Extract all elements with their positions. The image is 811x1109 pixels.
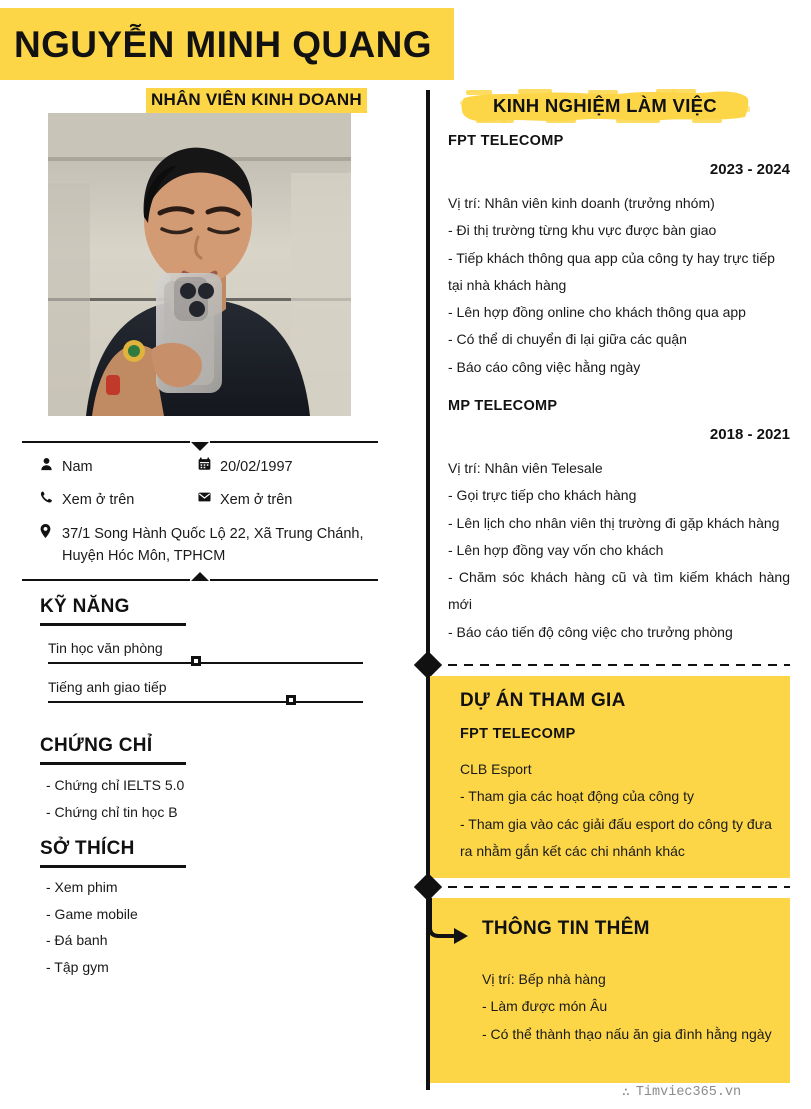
skill-item	[48, 679, 368, 703]
contact-row	[40, 489, 390, 511]
skill-label: Tiếng anh giao tiếp	[48, 679, 167, 695]
dashed-separator	[448, 886, 790, 888]
job-years: 2018 - 2021	[709, 426, 790, 443]
projects-line: CLB Esport	[460, 761, 532, 777]
extra-info-line: - Có thể thành thạo nấu ăn gia đình hằng ngày	[482, 1025, 772, 1042]
list-item: - Đá banh	[46, 932, 108, 949]
list-item: - Xem phim	[46, 879, 118, 895]
job-company: MP TELECOMP	[448, 398, 558, 414]
person-icon	[40, 456, 62, 471]
skill-slider[interactable]	[48, 701, 363, 703]
job-line: - Lên lịch cho nhân viên thị trường đi gặp khách hàng	[448, 514, 780, 531]
contact-phone[interactable]	[40, 489, 198, 511]
contact-email-value: Xem ở trên	[220, 492, 293, 509]
heading-rule	[40, 623, 186, 626]
envelope-icon	[198, 489, 220, 504]
job-line: - Tiếp khách thông qua app của công ty hay trực tiếp tại nhà khách hàng	[448, 249, 775, 293]
job-description	[448, 190, 790, 381]
section-heading-certificates	[40, 735, 190, 765]
contact-gender-value: Nam	[62, 459, 93, 475]
projects-panel	[430, 676, 790, 878]
phone-icon	[40, 489, 62, 504]
extra-info-heading: THÔNG TIN THÊM	[482, 918, 650, 939]
dashed-separator	[448, 664, 790, 666]
divider-triangle-down-icon	[191, 442, 209, 451]
list-item: - Game mobile	[46, 905, 138, 922]
extra-info-inner	[482, 918, 782, 1048]
projects-inner	[460, 690, 772, 865]
contact-email[interactable]	[198, 489, 356, 511]
extra-info-line: Vị trí: Bếp nhà hàng	[482, 971, 606, 987]
hobbies-heading: SỞ THÍCH	[40, 838, 135, 859]
footer-watermark	[622, 1085, 741, 1100]
calendar-icon	[198, 456, 220, 471]
job-line: Vị trí: Nhân viên Telesale	[448, 460, 603, 476]
heading-rule	[40, 865, 186, 868]
extra-info-description	[482, 966, 782, 1048]
contact-birthday	[198, 456, 356, 478]
projects-heading: DỰ ÁN THAM GIA	[460, 690, 626, 711]
projects-line: - Tham gia các hoạt động của công ty	[460, 788, 694, 805]
skills-list	[48, 640, 368, 718]
contact-row	[40, 523, 390, 568]
timeline-diamond-marker	[414, 651, 442, 679]
contact-row	[40, 456, 390, 478]
list-item: - Chứng chỉ IELTS 5.0	[46, 777, 185, 793]
contact-address	[40, 523, 370, 568]
job-years: 2023 - 2024	[709, 161, 790, 178]
hobbies-list	[46, 874, 376, 980]
skill-slider-knob[interactable]	[191, 656, 201, 666]
job-line: Vị trí: Nhân viên kinh doanh (trưởng nhóm)	[448, 195, 715, 211]
divider-bottom	[22, 574, 378, 586]
extra-info-panel	[430, 898, 790, 1083]
projects-company: FPT TELECOMP	[460, 726, 576, 742]
footer-site-name: Timviec365.vn	[635, 1085, 742, 1100]
certificates-heading: CHỨNG CHỈ	[40, 735, 153, 756]
job-line: - Chăm sóc khách hàng cũ và tìm kiếm khách hàng mới	[448, 569, 790, 613]
list-item: - Chứng chỉ tin học B	[46, 803, 178, 820]
skill-label: Tin học văn phòng	[48, 640, 163, 656]
contact-block	[40, 456, 390, 579]
skill-slider[interactable]	[48, 662, 363, 664]
contact-gender	[40, 456, 198, 478]
elbow-arrow-icon	[426, 898, 472, 946]
experience-entry	[448, 398, 790, 646]
section-heading-skills	[40, 596, 190, 626]
extra-info-line: - Làm được món Âu	[482, 998, 608, 1015]
contact-birthday-value: 20/02/1997	[220, 459, 293, 475]
list-item: - Tập gym	[46, 958, 109, 975]
location-pin-icon	[40, 523, 62, 538]
skills-heading: KỸ NĂNG	[40, 596, 130, 617]
job-line: - Lên hợp đồng online cho khách thông qua app	[448, 304, 746, 321]
job-title: NHÂN VIÊN KINH DOANH	[146, 88, 367, 113]
projects-line: - Tham gia vào các giải đấu esport do công ty đưa ra nhằm gắn kết các chi nhánh khác	[460, 815, 772, 859]
certificates-list	[46, 772, 376, 825]
divider-triangle-up-icon	[191, 572, 209, 581]
job-line: - Đi thị trường từng khu vực được bàn giao	[448, 222, 717, 239]
skill-slider-knob[interactable]	[286, 695, 296, 705]
job-description	[448, 455, 790, 646]
projects-description	[460, 756, 772, 865]
experience-entry	[448, 133, 790, 381]
contact-phone-value: Xem ở trên	[62, 492, 135, 509]
job-line: - Gọi trực tiếp cho khách hàng	[448, 487, 637, 504]
job-line: - Báo cáo tiến độ công việc cho trưởng phòng	[448, 623, 733, 640]
job-line: - Có thể di chuyển đi lại giữa các quận	[448, 331, 687, 348]
therefore-icon: ∴	[622, 1085, 630, 1100]
page-title: NGUYỄN MINH QUANG	[14, 23, 432, 65]
skill-item	[48, 640, 368, 664]
experience-heading-wrap	[460, 89, 750, 123]
job-line: - Báo cáo công việc hằng ngày	[448, 358, 641, 375]
divider-top	[22, 436, 378, 448]
heading-rule	[40, 762, 186, 765]
profile-photo	[48, 113, 351, 416]
experience-heading: KINH NGHIỆM LÀM VIỆC	[493, 95, 717, 116]
job-line: - Lên hợp đồng vay vốn cho khách	[448, 541, 664, 558]
contact-address-value: 37/1 Song Hành Quốc Lộ 22, Xã Trung Chánh, Huyện Hóc Môn, TPHCM	[62, 525, 364, 565]
section-heading-hobbies	[40, 838, 190, 868]
profile-photo-image	[48, 113, 351, 416]
job-company: FPT TELECOMP	[448, 133, 564, 149]
